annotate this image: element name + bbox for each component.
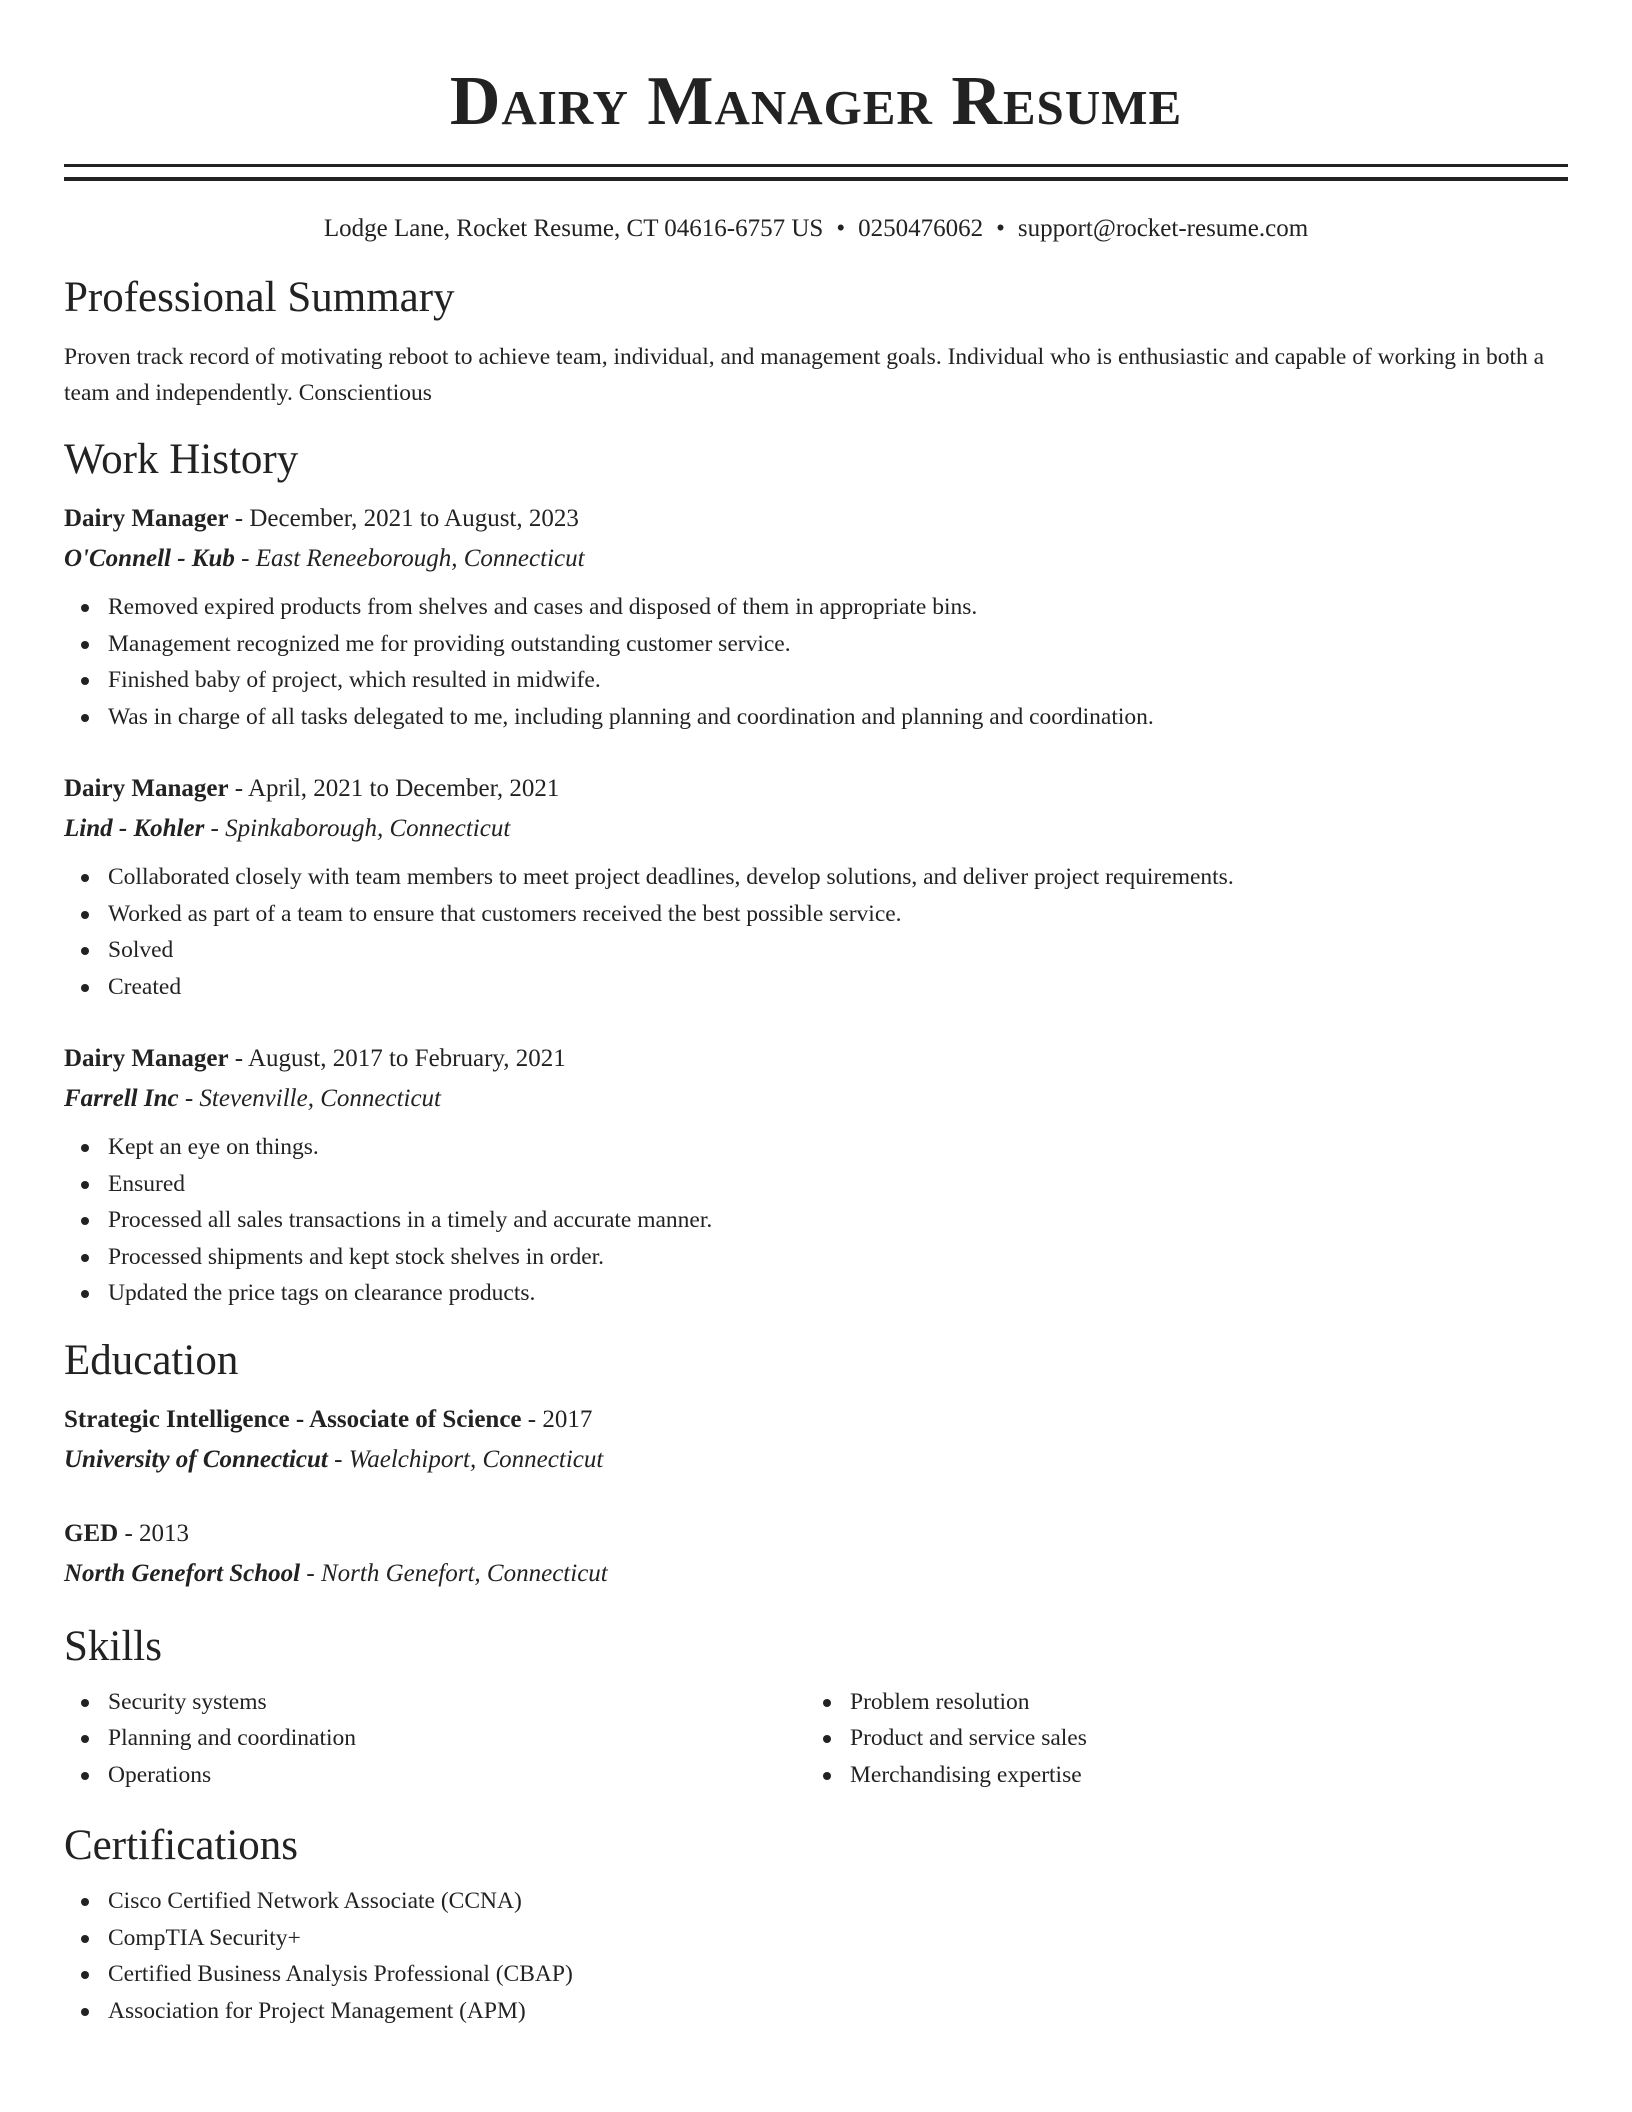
job-title-line bbox=[64, 1039, 1568, 1079]
job-bullets bbox=[64, 589, 1568, 735]
job-company: O'Connell - Kub bbox=[64, 545, 235, 572]
list-item: Processed all sales transactions in a timely and accurate manner. bbox=[108, 1202, 1568, 1239]
job-dates: - August, 2017 to February, 2021 bbox=[228, 1045, 566, 1072]
education-heading: Education bbox=[64, 1336, 239, 1384]
summary-heading: Professional Summary bbox=[64, 274, 455, 321]
list-item: Worked as part of a team to ensure that customers received the best possible service. bbox=[108, 896, 1568, 933]
contact-separator: • bbox=[996, 215, 1005, 242]
list-item: Cisco Certified Network Associate (CCNA) bbox=[108, 1883, 1568, 1920]
list-item: Problem resolution bbox=[850, 1684, 1548, 1721]
education-entry bbox=[64, 1514, 1568, 1594]
list-item: Created bbox=[108, 969, 1568, 1006]
skills-column-left bbox=[64, 1684, 806, 1794]
list-item: Updated the price tags on clearance products. bbox=[108, 1275, 1568, 1312]
job-title: Dairy Manager bbox=[64, 1045, 229, 1072]
school-location: - Waelchiport, Connecticut bbox=[327, 1445, 604, 1473]
degree: GED bbox=[64, 1519, 119, 1547]
list-item: Merchandising expertise bbox=[850, 1757, 1548, 1794]
work-history-heading: Work History bbox=[64, 436, 299, 483]
skills-heading: Skills bbox=[64, 1622, 162, 1670]
job-dates: - December, 2021 to August, 2023 bbox=[228, 505, 579, 532]
contact-phone: 0250476062 bbox=[858, 215, 984, 242]
job-entry bbox=[64, 1039, 1568, 1312]
job-entry bbox=[64, 499, 1568, 735]
education-entry bbox=[64, 1400, 1568, 1480]
school-line bbox=[64, 1554, 1568, 1594]
degree: Strategic Intelligence - Associate of Science bbox=[64, 1405, 522, 1433]
certifications-list bbox=[64, 1883, 1568, 2029]
contact-line bbox=[64, 213, 1568, 245]
contact-separator: • bbox=[836, 215, 846, 242]
school-location: - North Genefort, Connecticut bbox=[300, 1559, 608, 1587]
list-item: CompTIA Security+ bbox=[108, 1920, 1568, 1957]
list-item: Processed shipments and kept stock shelves in order. bbox=[108, 1239, 1568, 1276]
job-location: - East Reneeborough, Connecticut bbox=[234, 545, 585, 572]
list-item: Association for Project Management (APM) bbox=[108, 1993, 1568, 2030]
list-item: Ensured bbox=[108, 1166, 1568, 1203]
job-title-line bbox=[64, 769, 1568, 809]
skills-column-right bbox=[806, 1684, 1548, 1794]
job-company-line bbox=[64, 539, 1568, 579]
job-title: Dairy Manager bbox=[64, 775, 229, 802]
job-location: - Stevenville, Connecticut bbox=[178, 1085, 441, 1112]
list-item: Removed expired products from shelves and cases and disposed of them in appropriate bins. bbox=[108, 589, 1568, 626]
degree-year: - 2017 bbox=[521, 1405, 593, 1433]
skills-grid bbox=[64, 1684, 1568, 1794]
title-divider bbox=[64, 164, 1568, 181]
list-item: Collaborated closely with team members to meet project deadlines, develop solutions, and deliver project requirements. bbox=[108, 859, 1568, 896]
list-item: Planning and coordination bbox=[108, 1720, 806, 1757]
job-title-line bbox=[64, 499, 1568, 539]
list-item: Solved bbox=[108, 932, 1568, 969]
list-item: Security systems bbox=[108, 1684, 806, 1721]
degree-line bbox=[64, 1400, 1568, 1440]
list-item: Certified Business Analysis Professional (CBAP) bbox=[108, 1956, 1568, 1993]
certifications-heading: Certifications bbox=[64, 1822, 299, 1869]
job-bullets bbox=[64, 1129, 1568, 1312]
job-company-line bbox=[64, 1079, 1568, 1119]
job-title: Dairy Manager bbox=[64, 505, 229, 532]
contact-email: support@rocket-resume.com bbox=[1017, 215, 1309, 242]
school: University of Connecticut bbox=[64, 1445, 328, 1473]
job-company: Lind - Kohler bbox=[64, 815, 205, 842]
list-item: Management recognized me for providing outstanding customer service. bbox=[108, 626, 1568, 663]
summary-text: Proven track record of motivating reboot to achieve team, individual, and management goals. Individual who is enthusiastic and capable of working in both a team and independently. Conscientious bbox=[64, 344, 1545, 406]
school: North Genefort School bbox=[64, 1559, 301, 1587]
degree-year: - 2013 bbox=[118, 1519, 190, 1547]
school-line bbox=[64, 1440, 1568, 1480]
list-item: Product and service sales bbox=[850, 1720, 1548, 1757]
job-bullets bbox=[64, 859, 1568, 1005]
job-location: - Spinkaborough, Connecticut bbox=[204, 815, 511, 842]
job-company-line bbox=[64, 809, 1568, 849]
list-item: Finished baby of project, which resulted in midwife. bbox=[108, 662, 1568, 699]
page-title: Dairy Manager Resume bbox=[449, 63, 1183, 140]
job-company: Farrell Inc bbox=[64, 1085, 179, 1112]
list-item: Operations bbox=[108, 1757, 806, 1794]
degree-line bbox=[64, 1514, 1568, 1554]
contact-address: Lodge Lane, Rocket Resume, CT 04616-6757 US bbox=[323, 215, 824, 242]
list-item: Was in charge of all tasks delegated to me, including planning and coordination and planning and coordination. bbox=[108, 699, 1568, 736]
job-entry bbox=[64, 769, 1568, 1005]
job-dates: - April, 2021 to December, 2021 bbox=[228, 775, 560, 802]
list-item: Kept an eye on things. bbox=[108, 1129, 1568, 1166]
